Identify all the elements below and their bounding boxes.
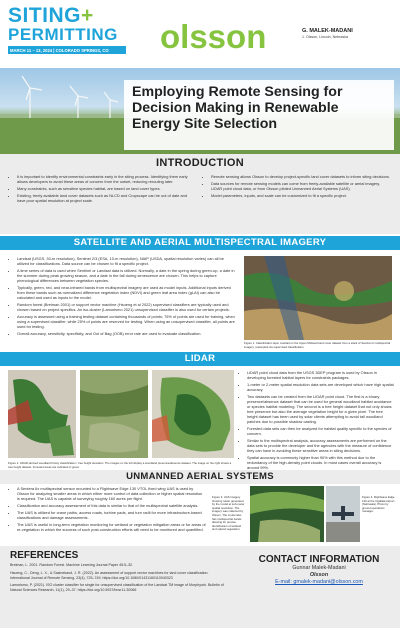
author-affiliation: 1. Olsson, Lincoln, Nebraska <box>302 35 348 39</box>
uas-aircraft-graphic <box>326 486 360 542</box>
title-panel <box>124 80 394 150</box>
intro-bullet: • Model parameters, inputs, and scale can be customized to fit a specific project. <box>211 193 392 198</box>
references-heading: REFERENCES <box>10 550 79 561</box>
intro-bullet: • Many constraints, such as sensitive species habitat, are based on land cover types. <box>17 186 196 191</box>
uas-raster-map <box>250 486 324 542</box>
contact-email[interactable]: E-mail: gmalek-madani@olsson.com <box>275 579 363 585</box>
uas-raster-graphic <box>250 486 324 542</box>
satellite-bullet: • Landsat (USGS, 30-m resolution), Sentinel 2/3 (ESA, 10-m resolution), NAIP (USDA, spatial resolution varies) can all be utilized for classifications. Data source can be chosen to fit a specific project. <box>17 256 236 266</box>
reference-item: Hsueng, C., Deng, L. X., & Sasinekand, J. R. (2022). An assessment of support vector machines for land cover classification. International Journal of Remote Sensing, 23(4), 725–749. https://doi.org/10.1080/01431160110040323 <box>10 570 209 580</box>
logo-plus: + <box>81 4 94 27</box>
lidar-aerial-map <box>80 370 148 458</box>
intro-bullet: • Data sources for remote sensing models can come from freely-available satellite or aerial imagery, LiDAR point cloud data, or from Olsson piloted Unmanned Aerial Systems (UAS). <box>211 181 392 191</box>
olsson-logo: olsson <box>160 18 267 55</box>
uas-bullet: • The UAS is useful in long-term vegetation monitoring for wetland or vegetation mitigation areas or for areas of re-vegetation in which the success of such post-construction efforts will need to be monitored and quantified. <box>17 522 206 532</box>
intro-bullet: • Existing, freely available land cover datasets such as NLCD and Cropscape can be out of date and have poor spatial resolution at project scale. <box>17 193 196 203</box>
satellite-bullet: • A time series of data is used when Sentinel or Landsat data is utilized. Normally, a date in the spring during green-up, a date in the summer during peak growing season, and a date in the fall during senescence are chosen. This helps to capture phenological differences between vegetation species. <box>17 268 236 283</box>
lidar-bullet: • Two datasets can be created from the LiDAR point cloud. The first is a binary presence/absence dataset that can be used for general woodland habitat avoidance or species habitat modeling. The second is a tree height dataset that not only shows tree presence but also the average vegetation height for a given pixel. The tree height dataset has been used by solar clients attempting to avoid tall woodland patches due to possible shadow casting. <box>247 394 394 424</box>
uas-aircraft-photo <box>326 486 360 542</box>
satellite-text <box>10 256 236 338</box>
intro-right-column <box>204 174 392 200</box>
logo-line-1: SITING <box>8 4 82 27</box>
lidar-bullet: • 1-meter or 2-meter spatial resolution data sets are developed which have high spatial accuracy. <box>247 382 394 392</box>
references-section <box>0 546 400 628</box>
reference-item: Breiman, L. 2001. Random Forest. Machine Learning Journal Paper 45:5–32. <box>10 563 134 567</box>
satellite-heading: SATELLITE AND AERIAL MULTISPECTRAL IMAGERY <box>73 237 327 248</box>
lidar-bullet: • Similar to the multispectral analysis, accuracy assessments are performed on the data sets to provide the developer and the agencies with the measure of confidence they can have in avoiding these sensitive areas in siting decisions. <box>247 438 394 453</box>
contact-block <box>248 554 390 586</box>
lidar-aerial-graphic <box>80 370 148 458</box>
author-name: G. MALEK-MADANI <box>302 28 353 34</box>
satellite-bullet: • Accuracy is assessed using a training testing dataset containing thousands of points; 75% of points are used for training, when using a supervised classifier, while 25% of points are reserved for testing. When using an unsupervised classifier, all points are used for testing. <box>17 314 236 329</box>
figure-2-caption: Figure 2. LiDAR-derived woodland binary classification / tree height elevation. The images on the left display a woodland presence/absence dataset. The image on the right shows a tree height dataset. Forested areas are indicated in green. <box>8 461 232 469</box>
event-dates: MARCH 11 – 13, 2024 | COLORADO SPRINGS, CO <box>8 46 126 54</box>
lidar-binary-graphic <box>8 370 76 458</box>
lidar-tree-height-graphic <box>152 370 234 458</box>
introduction-heading: INTRODUCTION <box>156 157 244 169</box>
poster-header <box>0 0 400 68</box>
figure-3-caption: Figure 3. UAS imagery showing raster generated by the model at sub-meter spatial resolution. The imagery was collected by Olsson. The model also has multispectral bands allowing for precise identification of wetland and upland vegetation. <box>212 495 245 532</box>
lidar-bullet: • Forested data sets can then be analyzed for habitat quality specific to the species of concern. <box>247 426 394 436</box>
reference-item: Lamorismo, P. (2021). ISO cluster classifier for single for unsupervised classification of the Landsat TM image of Morphyork. Bulletin of Natural Sciences Research, 11(1), 29–37. https://doi.org/10.5937/bnsr11-30066 <box>10 583 224 593</box>
lidar-heading-bar <box>0 352 400 366</box>
lidar-heading: LIDAR <box>184 353 216 364</box>
satellite-bullet: • Random forest (Breiman 2001) or support vector machine (Hsueng et al 2022) supervised classifiers are typically used and chosen based on project specifics. An iso-cluster (Lamorismo 2021) unsupervised classifier is also used for certain projects. <box>17 302 236 312</box>
figure-4-caption: Figure 4. Flightwave Edge 130 at the Ogallala Airport (Nebraska). Photo by ground operations manager. <box>362 495 395 514</box>
author-block <box>302 28 353 39</box>
figure-1-caption: Figure 1. Classification layer overlaid on the Upper Midwest land cover dataset from a stack of Sentinel 2 multispectral imagery, resampled via supervised classification. <box>244 341 391 349</box>
uas-heading-bar <box>0 470 400 484</box>
contact-heading: CONTACT INFORMATION <box>258 554 380 565</box>
uas-bullet: • The UAS is utilized for crane paths, access roads, turbine pads, and turn radii for more infrastructure-based classifications and damage assessments. <box>17 510 206 520</box>
satellite-classification-map <box>244 256 392 340</box>
classification-map-graphic <box>244 256 392 340</box>
event-logo <box>8 6 126 60</box>
introduction-heading-bar <box>0 156 400 170</box>
contact-org: Olsson <box>309 572 329 578</box>
contact-name: Gunnar Malek-Madani <box>292 565 346 571</box>
lidar-bullet: • Spatial accuracy is commonly higher than 90% with this method due to the redundancy of the high-density point clouds. In most cases overall accuracy is around 99%. <box>247 455 394 470</box>
lidar-text <box>240 370 394 472</box>
uas-bullet: • A Sentera 6x multispectral sensor mounted to a Flightwave Edge 130 VTOL fixed wing UAS is used by Olsson for analyzing smaller areas in which either more control of data collection or higher spatial resolution is required. The UAS is capable of surveying roughly 160 acres per flight. <box>17 486 206 501</box>
logo-line-2: PERMITTING <box>8 25 118 44</box>
intro-left-column <box>10 174 196 205</box>
intro-bullet: • Remote sensing allows Olsson to develop project-specific land cover datasets to inform siting decisions. <box>211 174 392 179</box>
references-list <box>10 563 228 596</box>
satellite-heading-bar <box>0 236 400 250</box>
satellite-bullet: • Overall accuracy, sensitivity, specificity, and Out of Bag (OOB) error rate are used to evaluate classification. <box>17 331 236 336</box>
poster-title: Employing Remote Sensing for Decision Making in Renewable Energy Site Selection <box>132 84 343 132</box>
uas-text <box>10 486 206 534</box>
lidar-bullet: • LiDAR point cloud data from the USGS 3DEP program is used by Olsson in developing forested habitat layers for constraints packages. <box>247 370 394 380</box>
uas-heading: UNMANNED AERIAL SYSTEMS <box>126 471 274 482</box>
intro-bullet: • It is important to identify environmental constraints early in the siting process. Identifying them early allows developers to avoid these areas of concern from the outset, reducing rerouting later. <box>17 174 196 184</box>
uas-bullet: • Classification and accuracy assessment of this data is similar to that of the multispectral satellite analysis. <box>17 503 206 508</box>
lidar-tree-height-map <box>152 370 234 458</box>
lidar-binary-map <box>8 370 76 458</box>
satellite-bullet: • Typically, green, red, and near-infrared bands from multispectral imagery are used as model inputs. Additional inputs derived from these bands such as normalized difference vegetation index (NDVI) and green leaf area index (gLAI) can also be calculated and used as inputs to the model. <box>17 285 236 300</box>
